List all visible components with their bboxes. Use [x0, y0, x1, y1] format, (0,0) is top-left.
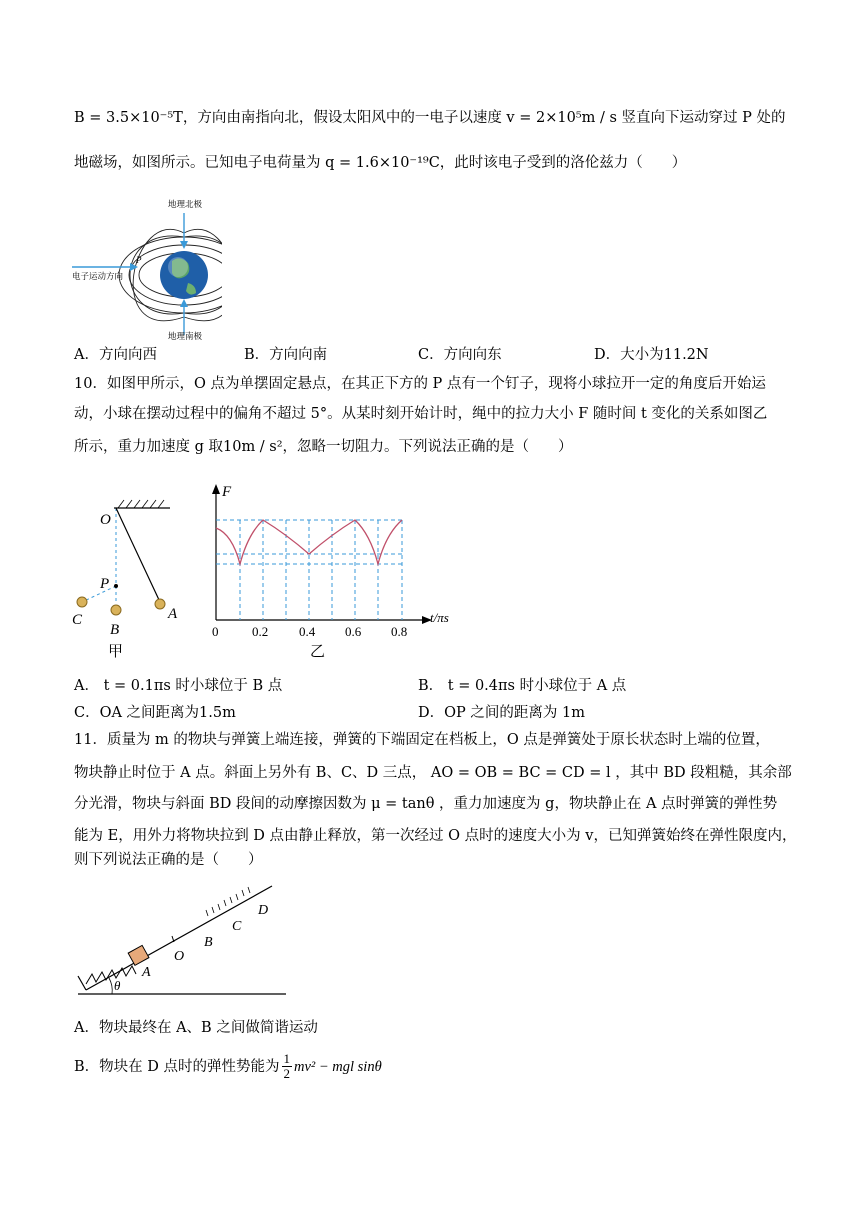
graph-caption: 乙 — [310, 642, 326, 660]
fraction-denominator: 2 — [283, 1066, 290, 1081]
force-time-graph — [206, 482, 466, 662]
q11-line4: 能为 E，用外力将物块拉到 D 点由静止释放，第一次经过 O 点时的速度大小为 v，已知弹簧始终在弹性限度内， — [74, 828, 797, 844]
pendulum-a-label: A — [168, 606, 178, 622]
p-label: P — [136, 255, 142, 265]
incline-o-label: O — [174, 949, 185, 964]
q9-option-b: B．方向向南 — [244, 347, 328, 363]
q11-line1: 11．质量为 m 的物块与弹簧上端连接，弹簧的下端固定在档板上，O 点是弹簧处于原长状态时上端的位置， — [74, 732, 770, 748]
graph-origin-label: 0 — [212, 624, 219, 639]
q11-line3: 分光滑，物块与斜面 BD 段间的动摩擦因数为 μ = tanθ ，重力加速度为 g，物块静止在 A 点时弹簧的弹性势 — [74, 796, 778, 812]
graph-tick-label: 0.6 — [345, 624, 362, 639]
q10-option-c: C．OA 之间距离为1.5m — [74, 705, 236, 721]
electron-direction-label: 电子运动方向 — [72, 272, 124, 282]
q11-line5: 则下列说法正确的是（ ） — [74, 852, 263, 868]
q10-line1: 10．如图甲所示，O 点为单摆固定悬点，在其正下方的 P 点有一个钉子，现将小球拉开一定的角度后开始运 — [74, 376, 766, 392]
north-pole-label: 地理北极 — [168, 200, 203, 210]
incline-spring-figure — [72, 880, 292, 1000]
pendulum-c-label: C — [72, 612, 83, 628]
q11-option-b-prefix: B．物块在 D 点时的弹性势能为 — [74, 1058, 280, 1075]
q10-option-b: B． t = 0.4πs 时小球位于 A 点 — [418, 678, 627, 694]
q10-line3: 所示，重力加速度 g 取10m / s²，忽略一切阻力。下列说法正确的是（ ） — [74, 439, 573, 455]
incline-d-label: D — [258, 903, 269, 918]
q10-option-d: D．OP 之间的距离为 1m — [418, 705, 585, 721]
q9-option-a: A．方向向西 — [74, 347, 157, 363]
q11-option-b-suffix: mv² − mgl sinθ — [294, 1058, 382, 1075]
incline-theta-label: θ — [114, 978, 121, 993]
incline-b-label: B — [204, 935, 213, 950]
q9-line1: B = 3.5×10⁻⁵T，方向由南指向北，假设太阳风中的一电子以速度 v = 2×10⁵m / s 竖直向下运动穿过 P 处的 — [74, 110, 786, 126]
fraction — [282, 1052, 293, 1081]
earth-magnetic-field-figure — [72, 195, 222, 340]
q11-option-b — [74, 1052, 382, 1081]
incline-c-label: C — [232, 919, 242, 934]
incline-a-label: A — [142, 965, 151, 980]
q9-option-d: D．大小为11.2N — [594, 347, 709, 363]
graph-f-label: F — [222, 484, 232, 500]
pendulum-p-label: P — [100, 576, 110, 592]
pendulum-caption: 甲 — [108, 642, 124, 660]
graph-t-axis-label: t/πs — [430, 610, 449, 625]
q11-option-a: A．物块最终在 A、B 之间做简谐运动 — [74, 1020, 318, 1036]
pendulum-o-label: O — [100, 512, 111, 528]
q9-line2: 地磁场，如图所示。已知电子电荷量为 q = 1.6×10⁻¹⁹C，此时该电子受到的洛伦兹力（ ） — [74, 155, 687, 171]
pendulum-b-label: B — [110, 622, 120, 638]
pendulum-figure — [70, 496, 190, 661]
graph-tick-label: 0.4 — [299, 624, 316, 639]
graph-tick-label: 0.8 — [391, 624, 408, 639]
q10-option-a: A． t = 0.1πs 时小球位于 B 点 — [74, 678, 283, 694]
graph-tick-label: 0.2 — [252, 624, 269, 639]
q10-line2: 动，小球在摆动过程中的偏角不超过 5°。从某时刻开始计时，绳中的拉力大小 F 随时间 t 变化的关系如图乙 — [74, 406, 768, 422]
south-pole-label: 地理南极 — [168, 332, 203, 340]
q9-option-c: C．方向向东 — [418, 347, 502, 363]
fraction-numerator: 1 — [283, 1051, 290, 1066]
q11-line2: 物块静止时位于 A 点。斜面上另外有 B、C、D 三点， AO = OB = BC = CD = l ，其中 BD 段粗糙，其余部 — [74, 765, 792, 781]
